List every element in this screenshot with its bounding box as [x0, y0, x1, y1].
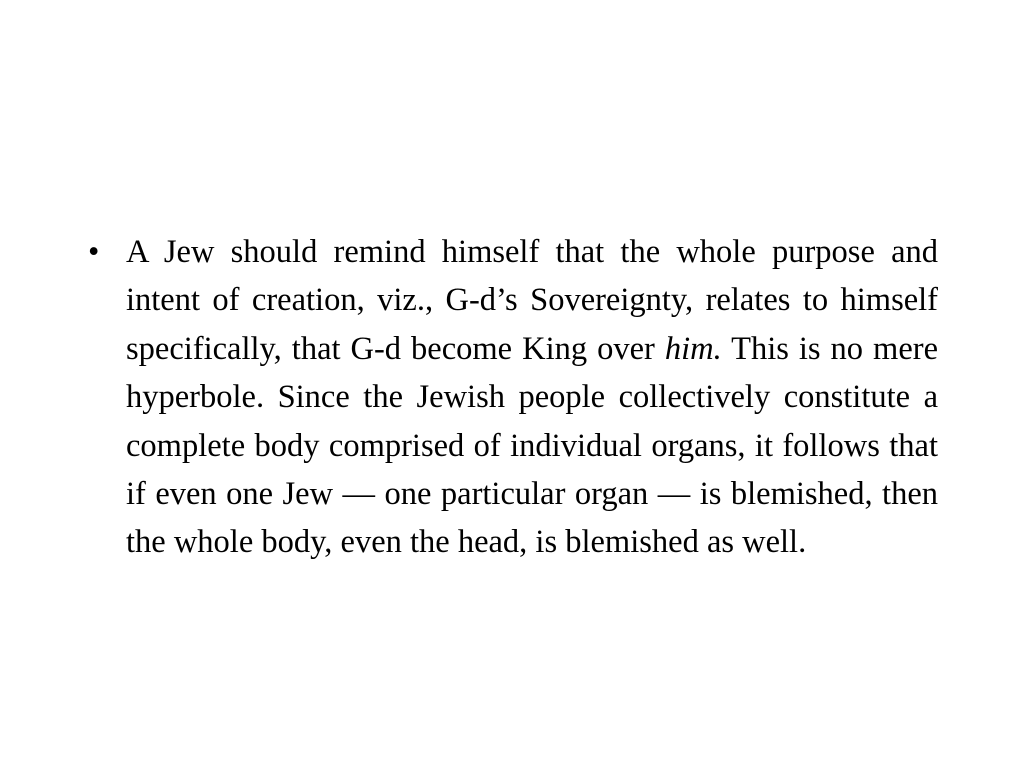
- bullet-list: [88, 228, 938, 567]
- paragraph-text-start: A Jew should remind himself that the whole purpose and intent of creation, viz., G-d’s Sovereignty, relates to himself specifically, that G-d become King over: [126, 234, 938, 367]
- emphasized-word: him.: [664, 330, 722, 367]
- bullet-item: [88, 228, 938, 567]
- paragraph-text-end: This is no mere hyperbole. Since the Jewish people collectively constitute a complete body comprised of individual organs, it follows that if even one Jew — one particular organ — is blemished, then the whole body, even the head, is blemished as well.: [126, 330, 938, 561]
- bullet-icon: •: [88, 234, 100, 270]
